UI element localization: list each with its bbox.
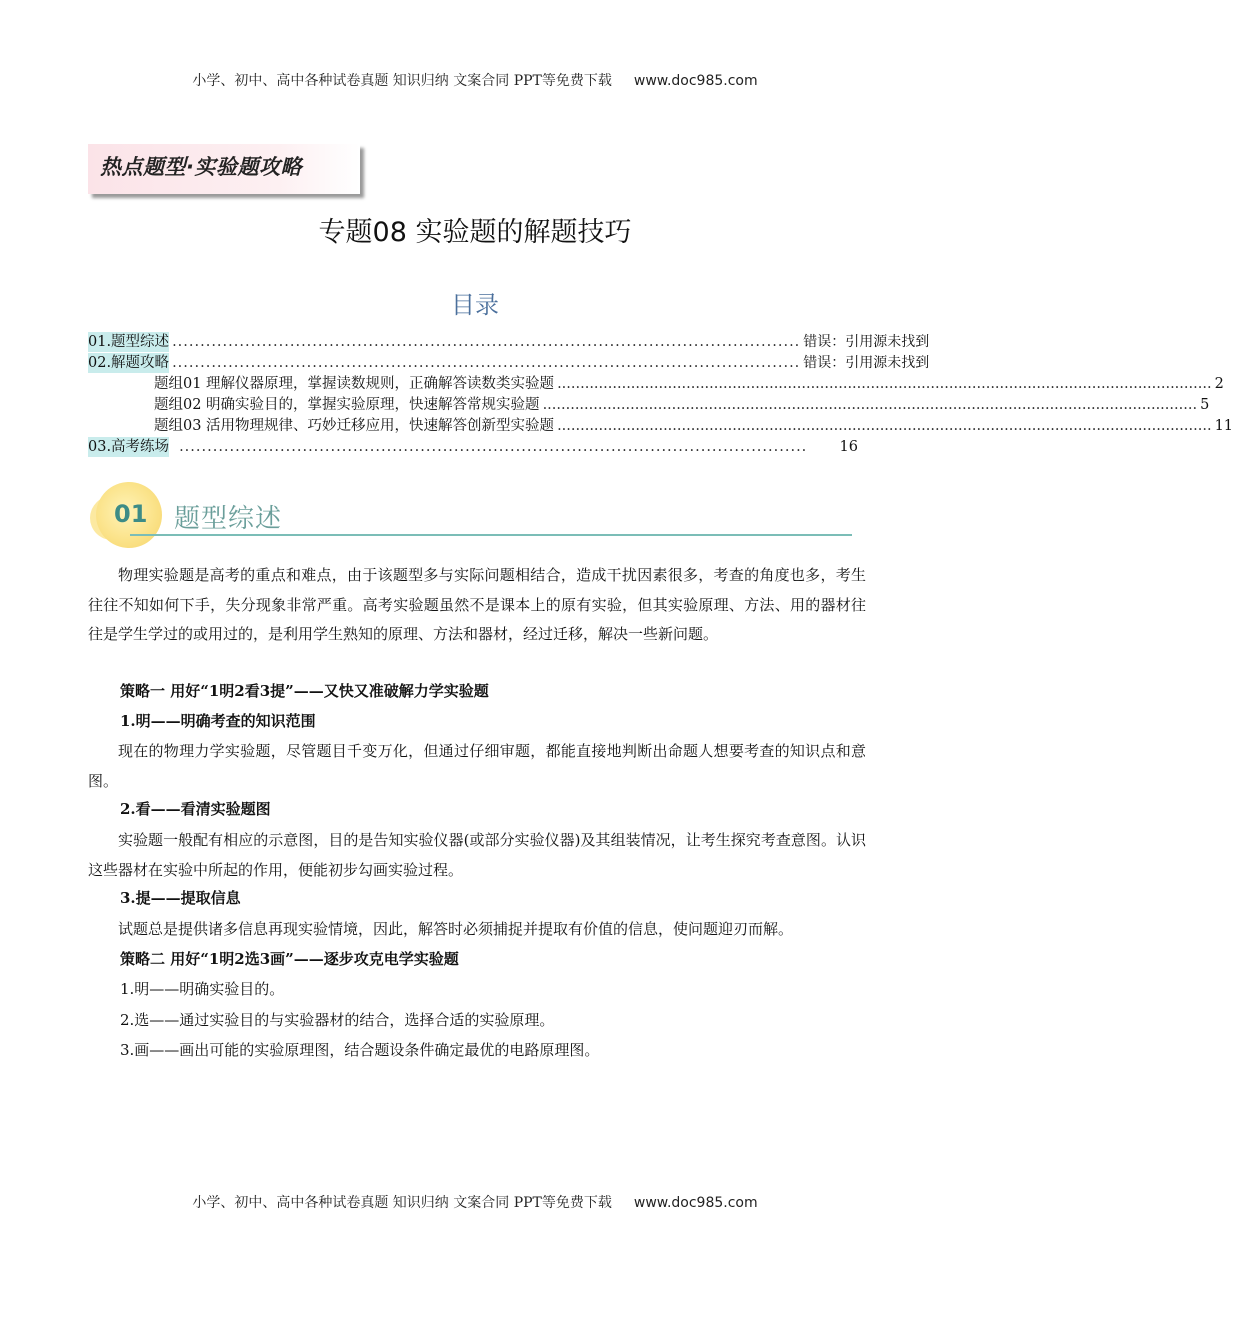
toc-leader: ................................................................................................................ xyxy=(172,355,801,371)
toc-entry[interactable] xyxy=(154,395,1210,415)
toc-entry[interactable] xyxy=(88,437,858,457)
toc-leader: ................................................................................................................ xyxy=(179,439,808,455)
strategy-two-step-3: 3.画——画出可能的实验原理图，结合题设条件确定最优的电路原理图。 xyxy=(120,1041,600,1059)
strategy-one-step-1: 1.明——明确考查的知识范围 xyxy=(120,712,316,730)
intro-paragraph: 物理实验题是高考的重点和难点，由于该题型多与实际问题相结合，造成干扰因素很多，考查的角度也多，考生往往不知如何下手，失分现象非常严重。高考实验题虽然不是课本上的原有实验，但其实验原理、方法、用的器材往往是学生学过的或用过的，是利用学生熟知的原理、方法和器材，经过迁移，解决一些新问题。 xyxy=(88,566,866,643)
toc-entry-label: 题组02 明确实验目的，掌握实验原理，快速解答常规实验题 xyxy=(154,397,540,413)
toc-entry-page: 错误：引用源未找到 xyxy=(803,334,930,350)
header-site-link[interactable]: www.doc985.com xyxy=(633,73,758,89)
toc-leader: .............................................................................................................................................. xyxy=(542,397,1198,413)
toc-entry[interactable] xyxy=(154,416,1233,436)
toc-entry-page: 2 xyxy=(1214,376,1224,392)
section-heading xyxy=(90,478,852,550)
toc-entry-label: 01.题型综述 xyxy=(88,334,170,350)
strategy-one-step-1-text: 现在的物理力学实验题，尽管题目千变万化，但通过仔细审题，都能直接地判断出命题人想要考查的知识点和意图。 xyxy=(88,742,866,790)
toc-leader: .............................................................................................................................................. xyxy=(557,418,1212,434)
strategy-one-step-3: 3.提——提取信息 xyxy=(120,889,241,907)
toc-leader: ................................................................................................................ xyxy=(172,334,801,350)
strategy-two-step-2: 2.选——通过实验目的与实验器材的结合，选择合适的实验原理。 xyxy=(120,1011,555,1029)
page-title: 专题08 实验题的解题技巧 xyxy=(318,217,632,248)
strategy-two-heading: 策略二 用好“1明2选3画”——逐步攻克电学实验题 xyxy=(120,950,459,968)
toc-entry-page: 5 xyxy=(1200,397,1210,413)
banner-text: 热点题型·实验题攻略 xyxy=(100,155,302,179)
page-header xyxy=(0,70,950,90)
toc-entry-page: 16 xyxy=(839,439,858,455)
topic-banner xyxy=(88,144,360,194)
toc-entry-page: 错误：引用源未找到 xyxy=(803,355,930,371)
strategy-one-step-2: 2.看——看清实验题图 xyxy=(120,800,271,818)
toc-heading: 目录 xyxy=(451,291,499,319)
toc-entry-page: 11 xyxy=(1214,418,1233,434)
footer-text: 小学、初中、高中各种试卷真题 知识归纳 文案合同 PPT等免费下载 xyxy=(192,1195,612,1211)
section-title: 题型综述 xyxy=(174,504,283,534)
toc-entry[interactable] xyxy=(154,374,1224,394)
header-text: 小学、初中、高中各种试卷真题 知识归纳 文案合同 PPT等免费下载 xyxy=(192,73,612,89)
section-underline xyxy=(130,534,852,536)
toc-entry-label: 题组03 活用物理规律、巧妙迁移应用，快速解答创新型实验题 xyxy=(154,418,555,434)
strategy-two-step-1: 1.明——明确实验目的。 xyxy=(120,980,285,998)
toc-entry[interactable] xyxy=(88,332,930,352)
toc-leader: .............................................................................................................................................. xyxy=(557,376,1212,392)
strategy-one-step-3-text: 试题总是提供诸多信息再现实验情境，因此，解答时必须捕捉并提取有价值的信息，使问题迎刃而解。 xyxy=(118,920,794,938)
strategy-one-heading: 策略一 用好“1明2看3提”——又快又准破解力学实验题 xyxy=(120,682,489,700)
toc-entry-label: 题组01 理解仪器原理，掌握读数规则，正确解答读数类实验题 xyxy=(154,376,555,392)
toc-entry-label: 02.解题攻略 xyxy=(88,355,170,371)
strategy-one-step-2-text: 实验题一般配有相应的示意图，目的是告知实验仪器(或部分实验仪器)及其组装情况，让考生探究考查意图。认识这些器材在实验中所起的作用，便能初步勾画实验过程。 xyxy=(88,831,866,879)
footer-site-link[interactable]: www.doc985.com xyxy=(633,1195,758,1211)
toc-entry-label: 03.高考练场 xyxy=(88,439,170,455)
section-number: 01 xyxy=(114,500,148,528)
page-footer xyxy=(0,1192,950,1212)
toc-entry[interactable] xyxy=(88,353,930,373)
